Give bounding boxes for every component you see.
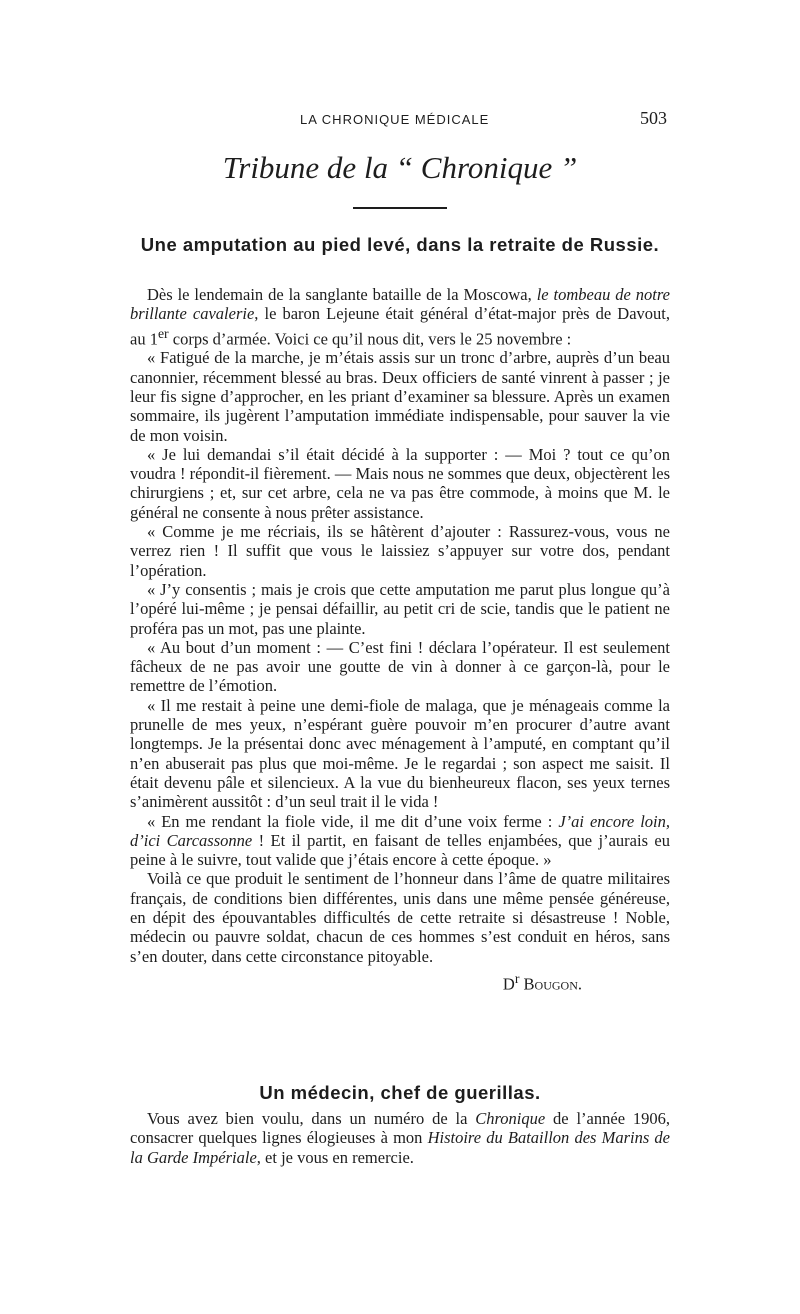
title-rule bbox=[353, 207, 447, 209]
article-heading-guerillas: Un médecin, chef de guerillas. bbox=[259, 1082, 541, 1103]
paragraph: « Comme je me récriais, ils se hâtèrent d’ajouter : Rassurez-vous, vous ne verrez rien ! Il suffit que vous le laissiez s’appuyer sur votre dos, pendant l’opération. bbox=[130, 522, 670, 580]
paragraph: « Il me restait à peine une demi-fiole de malaga, que je ménageais comme la prunelle de mes yeux, n’espérant guère pouvoir m’en procurer d’autre avant longtemps. Je la présentai donc avec ménagement à l’amputé, en comptant qu’il n’en abuserait pas plus que moi-même. Je le regardai ; son aspect me saisit. Il était devenu pâle et silencieux. A la vue du bienheureux flacon, ses yeux ternes s’animèrent aussitôt : d’un seul trait il le vida ! bbox=[130, 695, 670, 812]
tribune-title: Tribune de la “ Chronique ” bbox=[222, 150, 578, 185]
paragraph: Dès le lendemain de la sanglante bataille de la Moscowa, le tombeau de notre brillante cavalerie, le baron Lejeune était général d’état-major près de Davout, au 1er corps d’armée. Voici ce qu’il nous dit, vers le 25 novembre : bbox=[130, 285, 670, 349]
paragraph: « J’y consentis ; mais je crois que cette amputation me parut plus longue qu’à l’opéré lui-même ; je pensai défaillir, au petit cri de scie, tandis que le patient ne proféra pas un mot, pas une plainte. bbox=[130, 579, 670, 638]
article-heading-amputation: Une amputation au pied levé, dans la retraite de Russie. bbox=[140, 234, 660, 255]
paragraph: « Au bout d’un moment : — C’est fini ! déclara l’opérateur. Il est seulement fâcheux de ne pas avoir une goutte de vin à donner à ce garçon-là, pour le remettre de l’émotion. bbox=[130, 637, 670, 696]
paragraph: « Je lui demandai s’il était décidé à la supporter : — Moi ? tout ce qu’on voudra ! répondit-il fièrement. — Mais nous ne sommes que deux, objectèrent les chirurgiens ; et, sur cet arbre, cela ne va pas être commode, à moins que M. le général ne consente à nous prêter assistance. bbox=[130, 444, 670, 522]
paragraph: « Fatigué de la marche, je m’étais assis sur un tronc d’arbre, auprès d’un beau canonnier, récemment blessé au bras. Deux officiers de santé vinrent à passer ; je leur fis signe d’approcher, en les priant d’examiner sa blessure. Après un examen sommaire, ils jugèrent l’amputation immédiate indispensable, pour sauver la vie de mon voisin. bbox=[130, 348, 670, 445]
author-signature: $D^r$ Bougon. bbox=[502, 970, 582, 994]
page-number: 503 bbox=[640, 108, 667, 128]
article-body-amputation bbox=[130, 285, 670, 994]
paragraph: Voilà ce que produit le sentiment de l’honneur dans l’âme de quatre militaires français, de conditions bien différentes, unis dans une même pensée généreuse, en dépit des épouvantables difficultés de cette retraite si désastreuse ! Noble, médecin ou pauvre soldat, chacun de ces hommes s’est conduit en héros, sans s’en douter, dans cette circonstance pitoyable. bbox=[130, 869, 670, 966]
article-body-guerillas bbox=[130, 1109, 670, 1167]
paragraph: « En me rendant la fiole vide, il me dit d’une voix ferme : J’ai encore loin, d’ici Carcassonne ! Et il partit, en faisant de telles enjambées, que j’aurais eu peine à le suivre, tout valide que j’étais encore à cette époque. » bbox=[130, 811, 670, 870]
paragraph: Vous avez bien voulu, dans un numéro de la Chronique de l’année 1906, consacrer quelques lignes élogieuses à mon Histoire du Bataillon des Marins de la Garde Impériale, et je vous en remercie. bbox=[130, 1109, 670, 1167]
running-header: LA CHRONIQUE MÉDICALE bbox=[300, 112, 490, 127]
